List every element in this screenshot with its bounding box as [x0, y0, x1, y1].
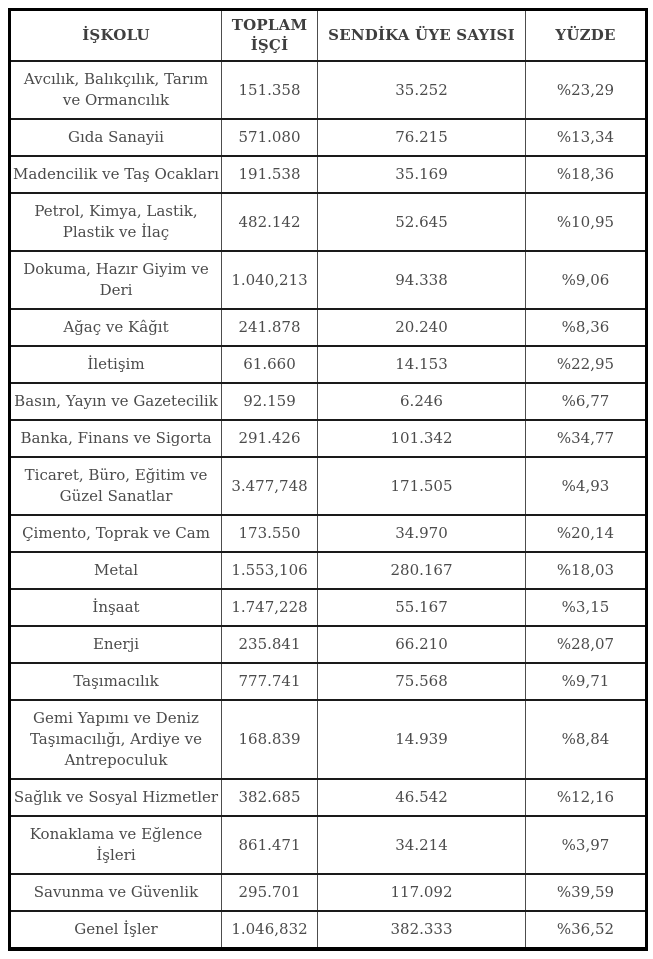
total-workers-cell: 3.477,748 — [222, 457, 318, 515]
sector-cell: Enerji — [10, 626, 222, 663]
sector-cell: Gıda Sanayii — [10, 119, 222, 156]
union-members-cell: 117.092 — [318, 874, 526, 911]
union-members-cell: 101.342 — [318, 420, 526, 457]
percentage-cell: %12,16 — [526, 779, 647, 816]
total-workers-cell: 571.080 — [222, 119, 318, 156]
percentage-cell: %23,29 — [526, 61, 647, 119]
sector-cell: Ticaret, Büro, Eğitim ve Güzel Sanatlar — [10, 457, 222, 515]
total-workers-cell: 151.358 — [222, 61, 318, 119]
percentage-cell: %8,36 — [526, 309, 647, 346]
sector-cell: Banka, Finans ve Sigorta — [10, 420, 222, 457]
percentage-cell: %3,97 — [526, 816, 647, 874]
percentage-cell: %3,15 — [526, 589, 647, 626]
table-row — [10, 420, 647, 457]
table-row — [10, 156, 647, 193]
sector-cell: İnşaat — [10, 589, 222, 626]
header-row — [10, 10, 647, 62]
union-members-cell: 280.167 — [318, 552, 526, 589]
union-members-cell: 34.970 — [318, 515, 526, 552]
total-workers-cell: 1.046,832 — [222, 911, 318, 949]
sector-cell: Madencilik ve Taş Ocakları — [10, 156, 222, 193]
union-members-cell: 76.215 — [318, 119, 526, 156]
percentage-cell: %8,84 — [526, 700, 647, 779]
percentage-cell: %36,52 — [526, 911, 647, 949]
total-workers-cell: 382.685 — [222, 779, 318, 816]
sector-cell: Ağaç ve Kâğıt — [10, 309, 222, 346]
sector-cell: Avcılık, Balıkçılık, Tarım ve Ormancılık — [10, 61, 222, 119]
total-workers-cell: 191.538 — [222, 156, 318, 193]
table-row — [10, 779, 647, 816]
percentage-cell: %34,77 — [526, 420, 647, 457]
column-header-total-workers: TOPLAM İŞÇİ — [222, 10, 318, 62]
sector-cell: Metal — [10, 552, 222, 589]
table-body — [10, 61, 647, 949]
union-members-cell: 382.333 — [318, 911, 526, 949]
sector-cell: Dokuma, Hazır Giyim ve Deri — [10, 251, 222, 309]
total-workers-cell: 1.747,228 — [222, 589, 318, 626]
union-members-cell: 14.153 — [318, 346, 526, 383]
table-row — [10, 816, 647, 874]
column-header-union-members: SENDİKA ÜYE SAYISI — [318, 10, 526, 62]
union-members-cell: 94.338 — [318, 251, 526, 309]
column-header-percentage: YÜZDE — [526, 10, 647, 62]
total-workers-cell: 1.040,213 — [222, 251, 318, 309]
percentage-cell: %20,14 — [526, 515, 647, 552]
union-members-cell: 35.169 — [318, 156, 526, 193]
percentage-cell: %9,71 — [526, 663, 647, 700]
total-workers-cell: 241.878 — [222, 309, 318, 346]
union-members-cell: 52.645 — [318, 193, 526, 251]
sector-cell: Genel İşler — [10, 911, 222, 949]
table-row — [10, 700, 647, 779]
union-members-cell: 6.246 — [318, 383, 526, 420]
table-row — [10, 663, 647, 700]
table-row — [10, 626, 647, 663]
table-row — [10, 874, 647, 911]
sector-cell: Çimento, Toprak ve Cam — [10, 515, 222, 552]
union-members-cell: 20.240 — [318, 309, 526, 346]
percentage-cell: %6,77 — [526, 383, 647, 420]
percentage-cell: %22,95 — [526, 346, 647, 383]
table-row — [10, 309, 647, 346]
percentage-cell: %10,95 — [526, 193, 647, 251]
sector-cell: Basın, Yayın ve Gazetecilik — [10, 383, 222, 420]
total-workers-cell: 861.471 — [222, 816, 318, 874]
sector-cell: İletişim — [10, 346, 222, 383]
table-header — [10, 10, 647, 62]
column-header-sector: İŞKOLU — [10, 10, 222, 62]
union-stats-table — [8, 8, 648, 951]
total-workers-cell: 173.550 — [222, 515, 318, 552]
total-workers-cell: 1.553,106 — [222, 552, 318, 589]
sector-cell: Petrol, Kimya, Lastik, Plastik ve İlaç — [10, 193, 222, 251]
table-row — [10, 457, 647, 515]
union-members-cell: 35.252 — [318, 61, 526, 119]
sector-cell: Sağlık ve Sosyal Hizmetler — [10, 779, 222, 816]
table-row — [10, 61, 647, 119]
table-row — [10, 552, 647, 589]
table-row — [10, 346, 647, 383]
table-row — [10, 119, 647, 156]
table-row — [10, 911, 647, 949]
total-workers-cell: 61.660 — [222, 346, 318, 383]
union-members-cell: 14.939 — [318, 700, 526, 779]
percentage-cell: %39,59 — [526, 874, 647, 911]
table-row — [10, 515, 647, 552]
union-members-cell: 55.167 — [318, 589, 526, 626]
total-workers-cell: 291.426 — [222, 420, 318, 457]
union-members-cell: 171.505 — [318, 457, 526, 515]
table-row — [10, 251, 647, 309]
total-workers-cell: 295.701 — [222, 874, 318, 911]
sector-cell: Savunma ve Güvenlik — [10, 874, 222, 911]
union-members-cell: 75.568 — [318, 663, 526, 700]
total-workers-cell: 168.839 — [222, 700, 318, 779]
percentage-cell: %9,06 — [526, 251, 647, 309]
sector-cell: Konaklama ve Eğlence İşleri — [10, 816, 222, 874]
percentage-cell: %4,93 — [526, 457, 647, 515]
percentage-cell: %13,34 — [526, 119, 647, 156]
table-row — [10, 383, 647, 420]
total-workers-cell: 777.741 — [222, 663, 318, 700]
union-members-cell: 46.542 — [318, 779, 526, 816]
total-workers-cell: 235.841 — [222, 626, 318, 663]
percentage-cell: %18,03 — [526, 552, 647, 589]
union-members-cell: 66.210 — [318, 626, 526, 663]
sector-cell: Gemi Yapımı ve Deniz Taşımacılığı, Ardiye ve Antrepoculuk — [10, 700, 222, 779]
total-workers-cell: 482.142 — [222, 193, 318, 251]
table-row — [10, 589, 647, 626]
sector-cell: Taşımacılık — [10, 663, 222, 700]
table-row — [10, 193, 647, 251]
union-members-cell: 34.214 — [318, 816, 526, 874]
percentage-cell: %18,36 — [526, 156, 647, 193]
total-workers-cell: 92.159 — [222, 383, 318, 420]
percentage-cell: %28,07 — [526, 626, 647, 663]
